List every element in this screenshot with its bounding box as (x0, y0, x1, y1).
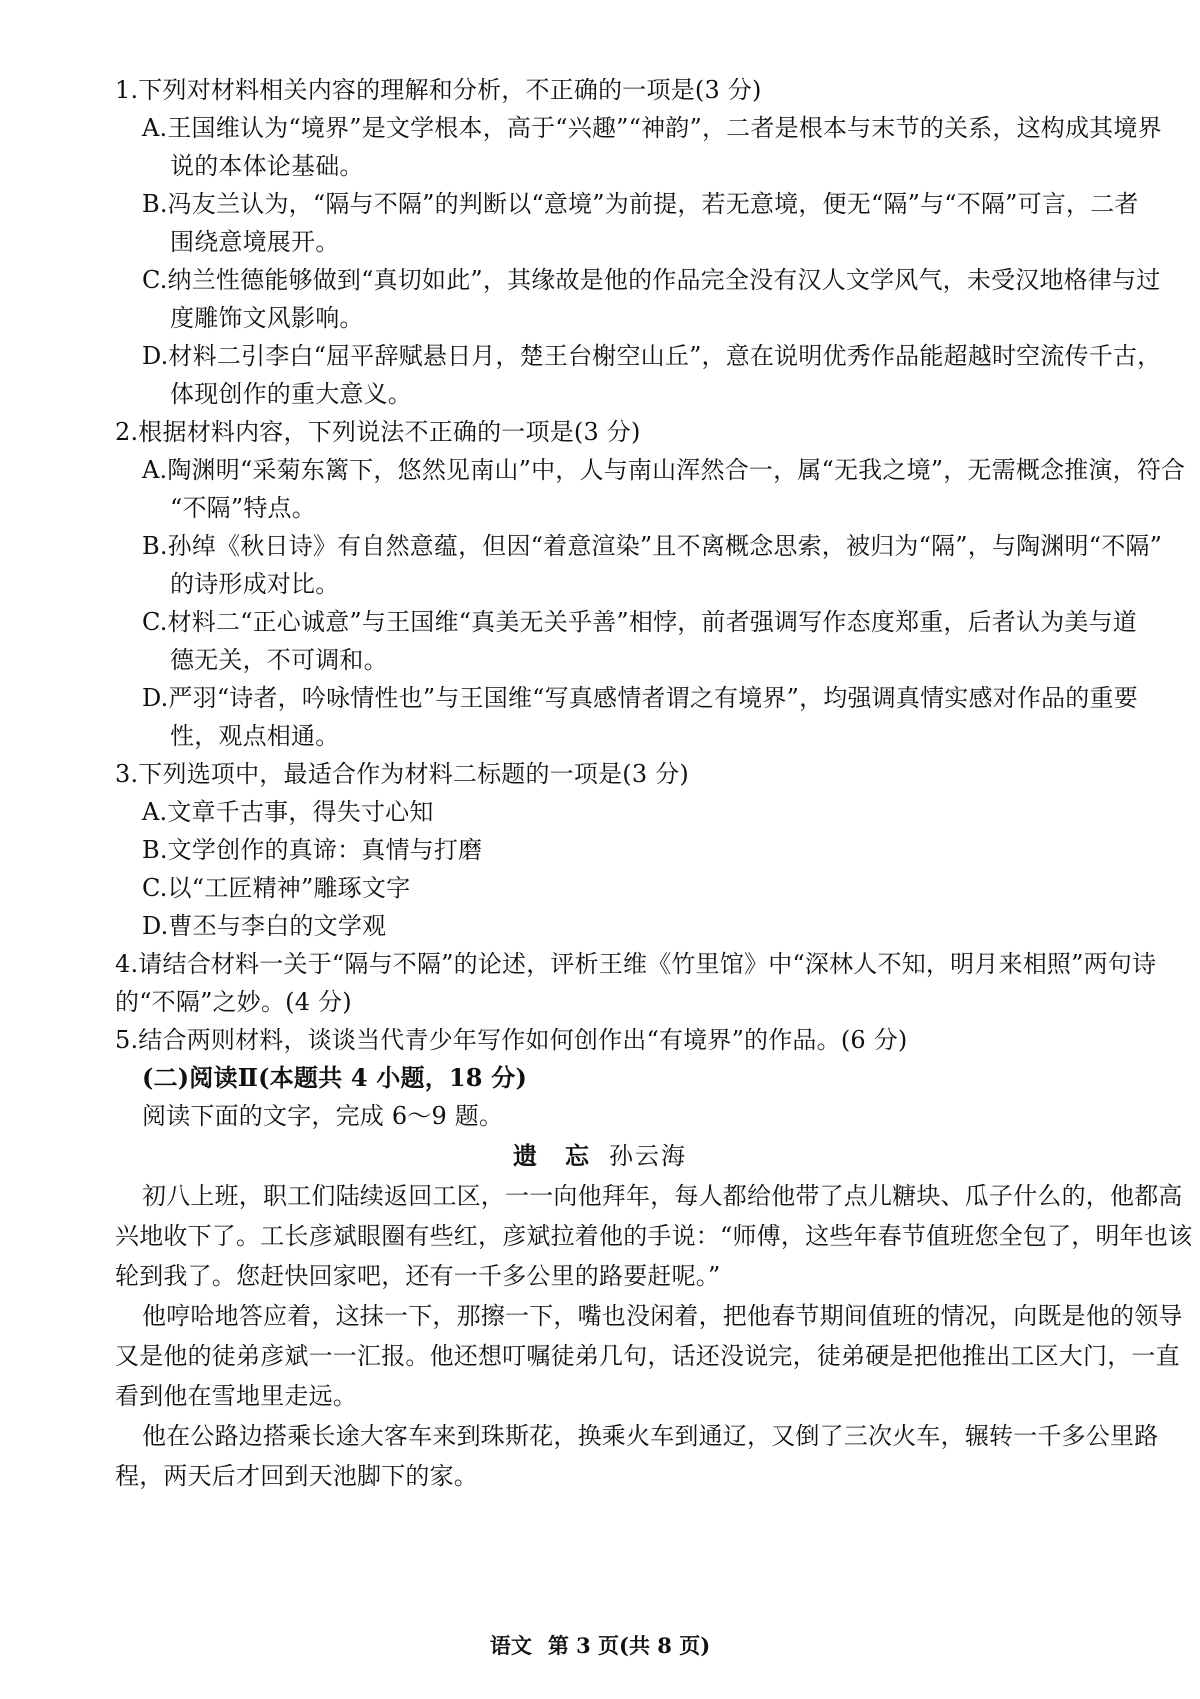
q4-line2: 的“不隔”之妙。(4 分) (115, 988, 352, 1016)
q2-option-a-line2: “不隔”特点。 (170, 494, 316, 522)
q2-option-a-line1: A.陶渊明“采菊东篱下，悠然见南山”中，人与南山浑然合一，属“无我之境”，无需概念推演，符合 (142, 456, 1186, 484)
story-p3-line1: 他在公路边搭乘长途大客车来到珠斯花，换乘火车到通辽，又倒了三次火车，辗转一千多公里路 (142, 1422, 1159, 1450)
q4-line1: 4.请结合材料一关于“隔与不隔”的论述，评析王维《竹里馆》中“深林人不知，明月来相照”两句诗 (115, 950, 1157, 978)
q2-option-b-line1: B.孙绰《秋日诗》有自然意蕴，但因“着意渲染”且不离概念思索，被归为“隔”，与陶渊明“不隔” (142, 532, 1163, 560)
section-heading: (二)阅读Ⅱ(本题共 4 小题，18 分) (142, 1063, 528, 1092)
story-title: 遗 忘 (513, 1141, 591, 1170)
story-p2-line1: 他哼哈地答应着，这抹一下，那擦一下，嘴也没闲着，把他春节期间值班的情况，向既是他的领导 (142, 1302, 1183, 1330)
q1-option-d-line1: D.材料二引李白“屈平辞赋悬日月，楚王台榭空山丘”，意在说明优秀作品能超越时空流传千古， (142, 342, 1162, 370)
q1-stem: 1.下列对材料相关内容的理解和分析，不正确的一项是(3 分) (115, 76, 762, 104)
q1-option-c-line2: 度雕饰文风影响。 (170, 304, 364, 332)
story-p2-line3: 看到他在雪地里走远。 (115, 1382, 357, 1410)
story-p1-line2: 兴地收下了。工长彦斌眼圈有些红，彦斌拉着他的手说：“师傅，这些年春节值班您全包了，明年也该 (115, 1222, 1193, 1250)
q2-option-c-line2: 德无关，不可调和。 (170, 646, 388, 674)
section-instruction: 阅读下面的文字，完成 6～9 题。 (142, 1102, 504, 1130)
story-p1-line3: 轮到我了。您赶快回家吧，还有一千多公里的路要赶呢。” (115, 1262, 721, 1290)
q2-option-d-line2: 性，观点相通。 (170, 722, 340, 750)
page-footer (0, 1630, 1200, 1660)
q1-option-b-line1: B.冯友兰认为，“隔与不隔”的判断以“意境”为前提，若无意境，便无“隔”与“不隔”可言，二者 (142, 190, 1139, 218)
q5-line1: 5.结合两则材料，谈谈当代青少年写作如何创作出“有境界”的作品。(6 分) (115, 1026, 908, 1054)
q1-option-c-line1: C.纳兰性德能够做到“真切如此”，其缘故是他的作品完全没有汉人文学风气，未受汉地格律与过 (142, 266, 1161, 294)
footer-subject: 语文 (489, 1633, 532, 1658)
story-p1-line1: 初八上班，职工们陆续返回工区，一一向他拜年，每人都给他带了点儿糖块、瓜子什么的，他都高 (142, 1182, 1183, 1210)
q2-option-c-line1: C.材料二“正心诚意”与王国维“真美无关乎善”相悖，前者强调写作态度郑重，后者认为美与道 (142, 608, 1138, 636)
q3-option-c: C.以“工匠精神”雕琢文字 (142, 874, 411, 902)
footer-page-number: 第 3 页(共 8 页) (547, 1633, 711, 1658)
q1-option-b-line2: 围绕意境展开。 (170, 228, 340, 256)
q3-option-b: B.文学创作的真谛：真情与打磨 (142, 836, 483, 864)
story-p3-line2: 程，两天后才回到天池脚下的家。 (115, 1462, 478, 1490)
story-p2-line2: 又是他的徒弟彦斌一一汇报。他还想叮嘱徒弟几句，话还没说完，徒弟硬是把他推出工区大门，一直 (115, 1342, 1180, 1370)
story-title-line (0, 1136, 1200, 1176)
q2-option-d-line1: D.严羽“诗者，吟咏情性也”与王国维“写真感情者谓之有境界”，均强调真情实感对作品的重要 (142, 684, 1138, 712)
q3-option-a: A.文章千古事，得失寸心知 (142, 798, 434, 826)
q1-option-a-line1: A.王国维认为“境界”是文学根本，高于“兴趣”“神韵”，二者是根本与末节的关系，这构成其境界 (142, 114, 1162, 142)
q3-stem: 3.下列选项中，最适合作为材料二标题的一项是(3 分) (115, 760, 689, 788)
q2-option-b-line2: 的诗形成对比。 (170, 570, 340, 598)
q1-option-a-line2: 说的本体论基础。 (170, 152, 364, 180)
q3-option-d: D.曹丕与李白的文学观 (142, 912, 387, 940)
q1-option-d-line2: 体现创作的重大意义。 (170, 380, 412, 408)
q2-stem: 2.根据材料内容，下列说法不正确的一项是(3 分) (115, 418, 641, 446)
story-author: 孙云海 (609, 1142, 687, 1170)
